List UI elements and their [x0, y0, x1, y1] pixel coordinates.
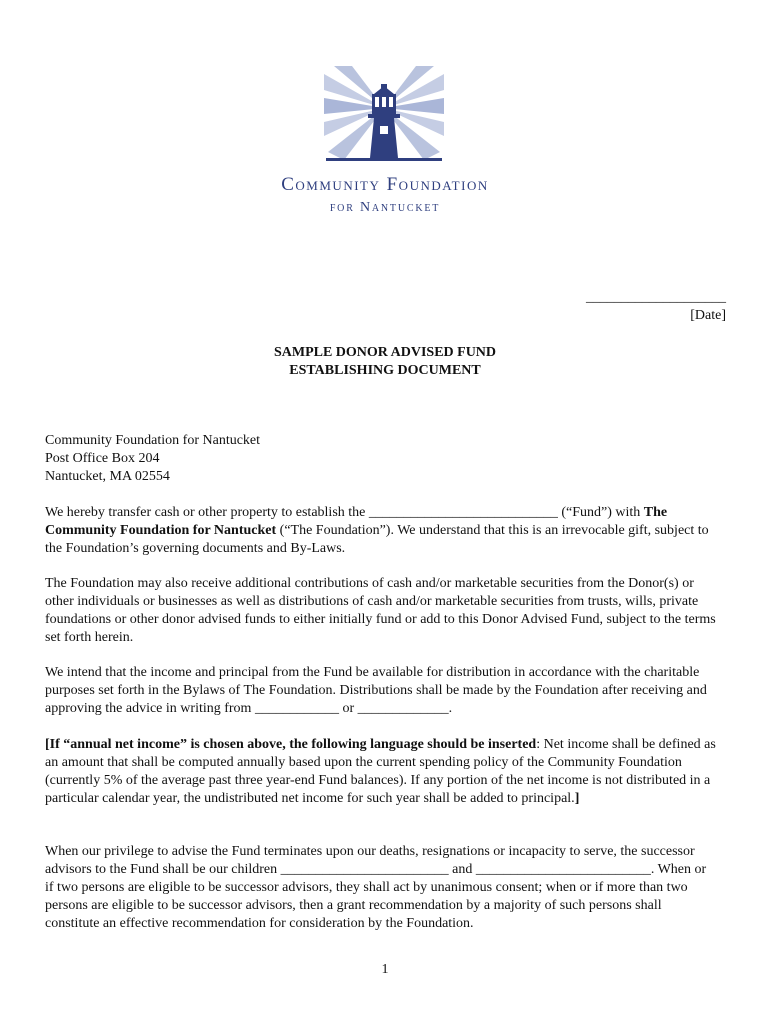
foundation-logo	[260, 62, 510, 232]
page-title	[0, 344, 770, 380]
paragraph-contributions: The Foundation may also receive additional contributions of cash and/or marketable securities from the Donor(s) or other individuals or businesses as well as distributions of cash and/or marketable securities from trusts, wills, private foundations or other donor advised funds to either initially fund or add to this Donor Advised Fund, subject to the terms set forth herein.	[45, 576, 716, 645]
p4-text: : Net income shall be defined as an amount that shall be computed annually based upon the current spending policy of the Community Foundation (currently 5% of the average past three year-end Fund balances). If any portion of the net income is not distributed in a particular calendar year, the undistributed net income for such year shall be added to principal.	[45, 737, 716, 806]
page-number: 1	[381, 962, 389, 977]
p1-text-a: We hereby transfer cash or other property to establish the ___________________________ (“Fund”) with	[45, 505, 644, 520]
address-block	[45, 432, 260, 486]
p4-instruction: [If “annual net income” is chosen above, the following language should be inserted	[45, 737, 537, 752]
date-blank: ____________________	[586, 290, 726, 305]
paragraph-net-income	[45, 736, 717, 808]
logo-text-line1: Community Foundation	[281, 174, 489, 195]
p1-foundation-name: The Community Foundation for Nantucket	[45, 505, 668, 538]
lighthouse-icon	[324, 66, 444, 174]
paragraph-successor: When our privilege to advise the Fund terminates upon our deaths, resignations or incapacity to serve, the successor advisors to the Fund shall be our children ________________________ and _________________________. When or if two persons are eligible to be successor advisors, they shall act by unanimous consent; when or if more than two persons are eligible to be successor advisors, then a grant recommendation by a majority of such persons shall constitute an effective recommendation for consideration by the Foundation.	[45, 844, 707, 931]
p4-close-bracket: ]	[574, 791, 580, 806]
logo-text-line2: for Nantucket	[329, 200, 441, 215]
address-name: Community Foundation for Nantucket	[45, 433, 261, 448]
address-city: Nantucket, MA 02554	[45, 469, 170, 484]
paragraph-distribution: We intend that the income and principal from the Fund be available for distribution in accordance with the charitable purposes set forth in the Bylaws of The Foundation. Distributions shall be made by the Foundation after receiving and approving the advice in writing from ____________ or _____________.	[45, 665, 707, 716]
date-label: [Date]	[690, 308, 726, 323]
title-line2: ESTABLISHING DOCUMENT	[289, 363, 481, 378]
title-line1: SAMPLE DONOR ADVISED FUND	[273, 345, 497, 360]
address-box: Post Office Box 204	[45, 451, 160, 466]
p1-text-c: (“The Foundation”). We understand that this is an irrevocable gift, subject to the Foundation’s governing documents and By-Laws.	[45, 523, 709, 556]
paragraph-transfer	[45, 504, 717, 558]
